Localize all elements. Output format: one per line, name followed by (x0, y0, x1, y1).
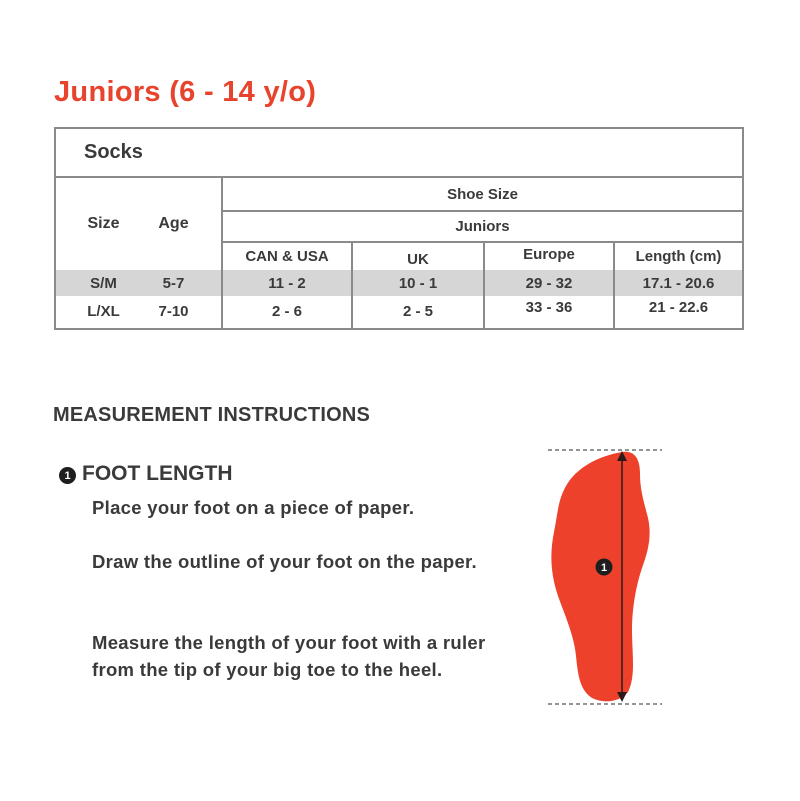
header-europe: Europe (523, 246, 575, 263)
row1-size: S/M (90, 274, 117, 292)
marker-label: 1 (600, 562, 608, 574)
row2-size: L/XL (87, 302, 120, 320)
row1-uk: 10 - 1 (398, 274, 438, 292)
header-juniors: Juniors (455, 218, 510, 235)
header-shoe-size: Shoe Size (447, 185, 518, 203)
instructions-heading: MEASUREMENT INSTRUCTIONS (53, 404, 371, 426)
row1-age: 5-7 (162, 274, 185, 292)
row1-europe: 29 - 32 (525, 274, 573, 292)
row1-length: 17.1 - 20.6 (642, 274, 715, 292)
instruction-paragraph: Measure the length of your foot with a ruler from the tip of your big toe to the heel. (92, 632, 486, 680)
instruction-paragraph: Draw the outline of your foot on the paper. (92, 551, 477, 572)
header-size: Size (87, 215, 120, 232)
page-title: Juniors (6 - 14 y/o) (54, 76, 317, 108)
row2-age: 7-10 (158, 302, 189, 320)
step-title: FOOT LENGTH (82, 462, 233, 485)
row1-can-usa: 11 - 2 (268, 274, 306, 292)
row2-uk: 2 - 5 (402, 302, 433, 320)
header-uk: UK (407, 251, 429, 268)
header-age: Age (158, 215, 189, 232)
row2-length: 21 - 22.6 (648, 298, 709, 316)
section-label: Socks (84, 141, 143, 163)
foot-shape (551, 452, 649, 702)
row2-can-usa: 2 - 6 (271, 302, 302, 320)
instruction-paragraph: Place your foot on a piece of paper. (92, 497, 415, 518)
size-chart-table (54, 127, 744, 330)
row2-europe: 33 - 36 (525, 298, 573, 316)
foot-diagram (540, 440, 670, 715)
header-can-usa: CAN & USA (245, 248, 329, 265)
step-number-icon: 1 (59, 467, 76, 484)
header-length: Length (cm) (635, 248, 722, 265)
